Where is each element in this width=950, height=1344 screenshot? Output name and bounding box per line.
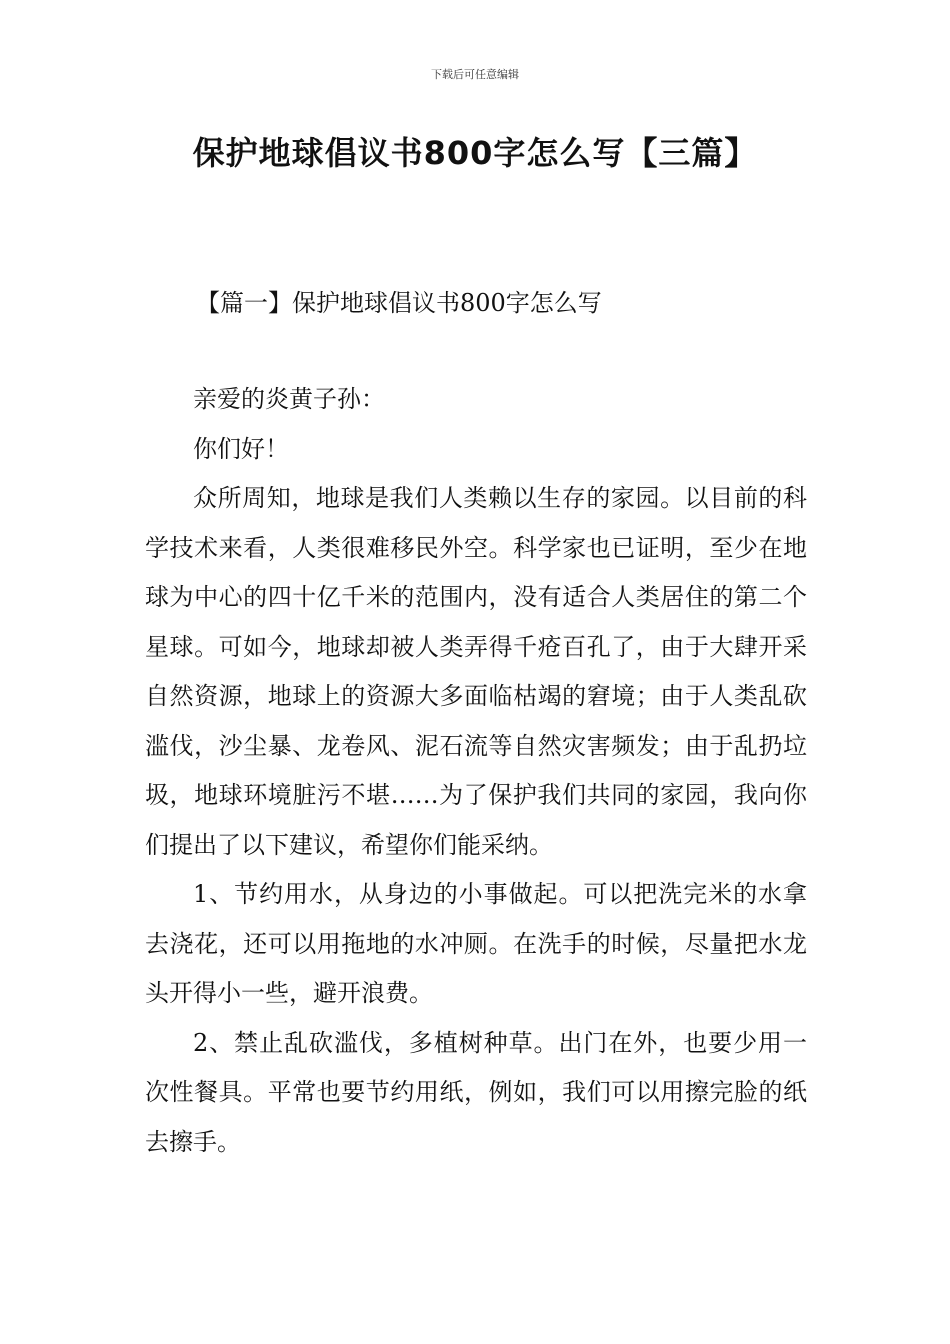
document-body [145, 375, 807, 1167]
header-note: 下载后可任意编辑 [431, 68, 519, 81]
paragraph-salutation: 亲爱的炎黄子孙： [193, 385, 385, 413]
section-heading: 【篇一】保护地球倡议书800字怎么写 [196, 289, 602, 317]
paragraph-suggestion-1: 1、节约用水，从身边的小事做起。可以把洗完米的水拿去浇花，还可以用拖地的水冲厕。在洗手的时候，尽量把水龙头开得小一些，避开浪费。 [145, 880, 807, 1007]
paragraph-intro: 众所周知，地球是我们人类赖以生存的家园。以目前的科学技术来看，人类很难移民外空。科学家也已证明，至少在地球为中心的四十亿千米的范围内，没有适合人类居住的第二个星球。可如今，地球却被人类弄得千疮百孔了，由于大肆开采自然资源，地球上的资源大多面临枯竭的窘境；由于人类乱砍滥伐，沙尘暴、龙卷风、泥石流等自然灾害频发；由于乱扔垃圾，地球环境脏污不堪……为了保护我们共同的家园，我向你们提出了以下建议，希望你们能采纳。 [145, 484, 807, 859]
paragraph-suggestion-2: 2、禁止乱砍滥伐，多植树种草。出门在外，也要少用一次性餐具。平常也要节约用纸，例如，我们可以用擦完脸的纸去擦手。 [145, 1028, 807, 1156]
document-title: 保护地球倡议书800字怎么写【三篇】 [192, 134, 758, 172]
paragraph-greeting: 你们好！ [193, 434, 289, 463]
